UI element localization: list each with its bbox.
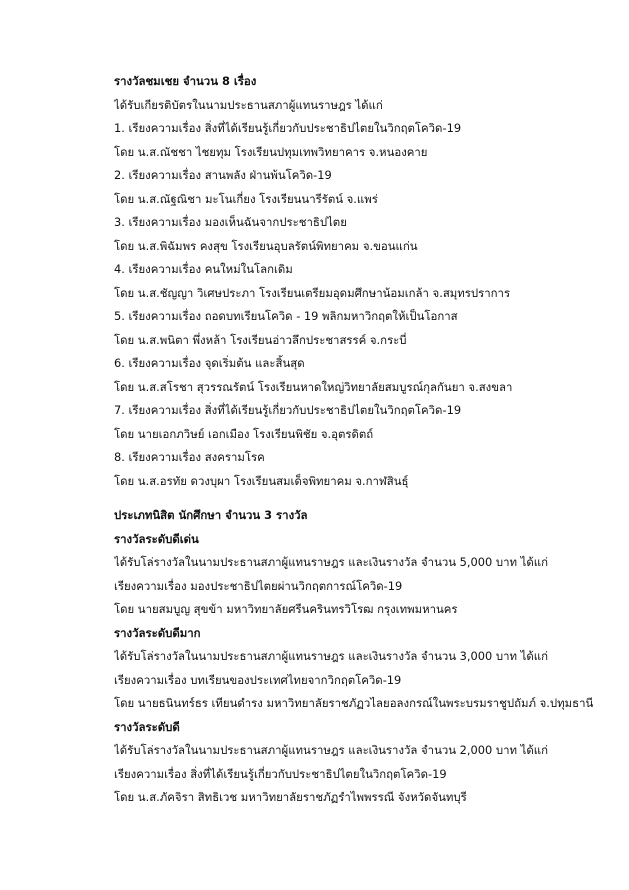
- essay-author: โดย น.ส.ชัญญา วิเศษประภา โรงเรียนเตรียมอุดมศึกษาน้อมเกล้า จ.สมุทรปราการ: [114, 285, 511, 300]
- section-heading-honorable-mention: รางวัลชมเชย จำนวน 8 เรื่อง: [114, 74, 257, 88]
- essay-author: โดย น.ส.พิฉัมพร คงสุข โรงเรียนอุบลรัตน์พิทยาคม จ.ขอนแก่น: [114, 238, 418, 253]
- essay-title: 3. เรียงความเรื่อง มองเห็นฉันจากประชาธิปไตย: [114, 215, 347, 229]
- essay-title: 1. เรียงความเรื่อง สิ่งที่ได้เรียนรู้เกี่ยวกับประชาธิปไตยในวิกฤตโควิด-19: [114, 121, 462, 135]
- essay-author: โดย นายเอกภวิษย์ เอกเมือง โรงเรียนพิชัย จ.อุตรดิตถ์: [114, 426, 374, 441]
- award-level: รางวัลระดับดีมาก: [114, 625, 201, 640]
- section-heading-university: ประเภทนิสิต นักศึกษา จำนวน 3 รางวัล: [114, 508, 308, 522]
- award-author: โดย น.ส.ภัคจิรา สิทธิเวช มหาวิทยาลัยราชภัฏรำไพพรรณี จังหวัดจันทบุรี: [114, 790, 467, 804]
- award-author: โดย นายธนินทร์ธร เทียนดำรง มหาวิทยาลัยราชภัฏวไลยอลงกรณ์ในพระบรมราชูปถัมภ์ จ.ปทุมธานี: [114, 696, 594, 710]
- section-intro: ได้รับเกียรติบัตรในนามประธานสภาผู้แทนราษฎร ได้แก่: [114, 97, 383, 112]
- essay-author: โดย น.ส.ณัฐณิชา มะโนเกี่ยง โรงเรียนนารีรัตน์ จ.แพร่: [114, 191, 378, 206]
- essay-author: โดย น.ส.อรทัย ดวงบุผา โรงเรียนสมเด็จพิทยาคม จ.กาฬสินธุ์: [114, 473, 409, 488]
- essay-author: โดย น.ส.ณัชชา ไชยทุม โรงเรียนปทุมเทพวิทยาคาร จ.หนองคาย: [114, 144, 428, 159]
- essay-title: 5. เรียงความเรื่อง ถอดบทเรียนโควิด - 19 พลิกมหาวิกฤตให้เป็นโอกาส: [114, 309, 458, 323]
- award-prize: ได้รับโล่รางวัลในนามประธานสภาผู้แทนราษฎร และเงินรางวัล จำนวน 2,000 บาท ได้แก่: [114, 743, 549, 757]
- award-level: รางวัลระดับดี: [114, 719, 180, 734]
- essay-author: โดย น.ส.สโรชา สุวรรณรัตน์ โรงเรียนหาดใหญ่วิทยาลัยสมบูรณ์กุลกันยา จ.สงขลา: [114, 379, 513, 394]
- award-author: โดย นายสมบูญ สุขข้า มหาวิทยาลัยศรีนครินทรวิโรฒ กรุงเทพมหานคร: [114, 602, 458, 616]
- document-content: [114, 70, 614, 810]
- essay-title: 7. เรียงความเรื่อง สิ่งที่ได้เรียนรู้เกี่ยวกับประชาธิปไตยในวิกฤตโควิด-19: [114, 403, 462, 417]
- award-essay: เรียงความเรื่อง สิ่งที่ได้เรียนรู้เกี่ยวกับประชาธิปไตยในวิกฤตโควิด-19: [114, 766, 447, 781]
- award-essay: เรียงความเรื่อง บทเรียนของประเทศไทยจากวิกฤตโควิด-19: [114, 672, 402, 687]
- essay-title: 8. เรียงความเรื่อง สงครามโรค: [114, 450, 265, 464]
- essay-title: 2. เรียงความเรื่อง สานพลัง ฝ่านพ้นโควิด-19: [114, 168, 332, 182]
- section-spacer: [114, 493, 614, 504]
- award-prize: ได้รับโล่รางวัลในนามประธานสภาผู้แทนราษฎร และเงินรางวัล จำนวน 5,000 บาท ได้แก่: [114, 555, 549, 569]
- essay-title: 4. เรียงความเรื่อง คนใหม่ในโลกเดิม: [114, 262, 293, 276]
- award-prize: ได้รับโล่รางวัลในนามประธานสภาผู้แทนราษฎร และเงินรางวัล จำนวน 3,000 บาท ได้แก่: [114, 649, 549, 663]
- essay-author: โดย น.ส.พนิตา พึ่งหล้า โรงเรียนอ่าวลึกประชาสรรค์ จ.กระบี่: [114, 332, 407, 347]
- award-essay: เรียงความเรื่อง มองประชาธิปไตยผ่านวิกฤตการณ์โควิด-19: [114, 578, 403, 593]
- essay-title: 6. เรียงความเรื่อง จุดเริ่มต้น และสิ้นสุด: [114, 356, 305, 370]
- award-level: รางวัลระดับดีเด่น: [114, 531, 199, 546]
